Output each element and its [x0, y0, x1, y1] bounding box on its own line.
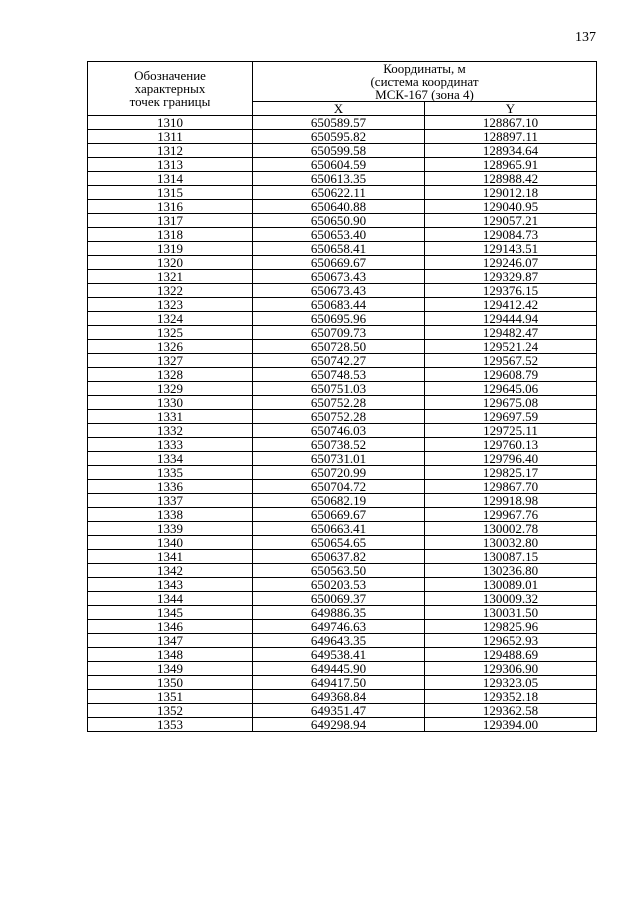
- cell-y: 129967.76: [425, 508, 597, 522]
- table-row: [88, 494, 597, 508]
- cell-y: 129825.17: [425, 466, 597, 480]
- table-row: [88, 326, 597, 340]
- cell-x: 650742.27: [253, 354, 425, 368]
- cell-y: 129796.40: [425, 452, 597, 466]
- table-row: [88, 424, 597, 438]
- header-x: X: [253, 102, 425, 116]
- cell-y: 129040.95: [425, 200, 597, 214]
- table-row: [88, 606, 597, 620]
- table-row: [88, 354, 597, 368]
- cell-x: 650669.67: [253, 256, 425, 270]
- cell-y: 128897.11: [425, 130, 597, 144]
- cell-y: 129057.21: [425, 214, 597, 228]
- cell-x: 650589.57: [253, 116, 425, 130]
- cell-x: 650563.50: [253, 564, 425, 578]
- cell-x: 650203.53: [253, 578, 425, 592]
- table-row: [88, 704, 597, 718]
- cell-point: 1315: [88, 186, 253, 200]
- cell-x: 650751.03: [253, 382, 425, 396]
- cell-y: 129412.42: [425, 298, 597, 312]
- page-number: 137: [575, 30, 596, 45]
- cell-point: 1353: [88, 718, 253, 732]
- cell-y: 129488.69: [425, 648, 597, 662]
- table-row: [88, 242, 597, 256]
- cell-point: 1345: [88, 606, 253, 620]
- table-row: [88, 620, 597, 634]
- cell-point: 1346: [88, 620, 253, 634]
- cell-point: 1341: [88, 550, 253, 564]
- cell-point: 1334: [88, 452, 253, 466]
- cell-point: 1326: [88, 340, 253, 354]
- cell-point: 1329: [88, 382, 253, 396]
- cell-x: 650738.52: [253, 438, 425, 452]
- cell-point: 1347: [88, 634, 253, 648]
- cell-point: 1316: [88, 200, 253, 214]
- table-row: [88, 284, 597, 298]
- table-row: [88, 536, 597, 550]
- cell-point: 1337: [88, 494, 253, 508]
- cell-x: 650604.59: [253, 158, 425, 172]
- cell-point: 1350: [88, 676, 253, 690]
- cell-y: 130087.15: [425, 550, 597, 564]
- table-row: [88, 116, 597, 130]
- cell-y: 129652.93: [425, 634, 597, 648]
- cell-point: 1342: [88, 564, 253, 578]
- table-body: [88, 116, 597, 732]
- table-row: [88, 480, 597, 494]
- cell-x: 650731.01: [253, 452, 425, 466]
- cell-y: 128965.91: [425, 158, 597, 172]
- cell-x: 650748.53: [253, 368, 425, 382]
- cell-x: 650658.41: [253, 242, 425, 256]
- cell-y: 129394.00: [425, 718, 597, 732]
- header-y: Y: [425, 102, 597, 116]
- cell-x: 649643.35: [253, 634, 425, 648]
- cell-x: 650599.58: [253, 144, 425, 158]
- table-row: [88, 214, 597, 228]
- cell-x: 650752.28: [253, 410, 425, 424]
- cell-y: 129323.05: [425, 676, 597, 690]
- cell-y: 129675.08: [425, 396, 597, 410]
- cell-point: 1321: [88, 270, 253, 284]
- table-header: [88, 62, 597, 116]
- cell-y: 129012.18: [425, 186, 597, 200]
- cell-y: 130002.78: [425, 522, 597, 536]
- cell-x: 650682.19: [253, 494, 425, 508]
- cell-point: 1324: [88, 312, 253, 326]
- table-row: [88, 228, 597, 242]
- cell-y: 128988.42: [425, 172, 597, 186]
- cell-x: 650704.72: [253, 480, 425, 494]
- coordinates-table: [87, 61, 597, 732]
- cell-x: 649746.63: [253, 620, 425, 634]
- table-row: [88, 564, 597, 578]
- table-row: [88, 382, 597, 396]
- cell-point: 1351: [88, 690, 253, 704]
- cell-y: 129306.90: [425, 662, 597, 676]
- cell-x: 650669.67: [253, 508, 425, 522]
- cell-x: 650613.35: [253, 172, 425, 186]
- table-row: [88, 648, 597, 662]
- cell-y: 129444.94: [425, 312, 597, 326]
- cell-x: 649368.84: [253, 690, 425, 704]
- cell-y: 129760.13: [425, 438, 597, 452]
- cell-y: 129645.06: [425, 382, 597, 396]
- cell-x: 650653.40: [253, 228, 425, 242]
- cell-point: 1343: [88, 578, 253, 592]
- table-row: [88, 550, 597, 564]
- table-row: [88, 508, 597, 522]
- cell-y: 129362.58: [425, 704, 597, 718]
- cell-y: 129567.52: [425, 354, 597, 368]
- table-row: [88, 130, 597, 144]
- table-row: [88, 592, 597, 606]
- header-coordinates: Координаты, м (система координат МСК-167 (зона 4): [253, 62, 597, 102]
- cell-y: 129918.98: [425, 494, 597, 508]
- cell-point: 1338: [88, 508, 253, 522]
- cell-y: 130032.80: [425, 536, 597, 550]
- cell-point: 1331: [88, 410, 253, 424]
- cell-point: 1348: [88, 648, 253, 662]
- cell-x: 649351.47: [253, 704, 425, 718]
- cell-point: 1344: [88, 592, 253, 606]
- table-row: [88, 718, 597, 732]
- cell-point: 1340: [88, 536, 253, 550]
- cell-x: 650728.50: [253, 340, 425, 354]
- table-row: [88, 340, 597, 354]
- cell-x: 650654.65: [253, 536, 425, 550]
- table-row: [88, 158, 597, 172]
- cell-y: 129246.07: [425, 256, 597, 270]
- cell-x: 650720.99: [253, 466, 425, 480]
- cell-x: 650069.37: [253, 592, 425, 606]
- cell-x: 650709.73: [253, 326, 425, 340]
- cell-x: 650752.28: [253, 396, 425, 410]
- cell-point: 1318: [88, 228, 253, 242]
- cell-point: 1336: [88, 480, 253, 494]
- cell-x: 649445.90: [253, 662, 425, 676]
- table-row: [88, 312, 597, 326]
- cell-point: 1325: [88, 326, 253, 340]
- cell-y: 129867.70: [425, 480, 597, 494]
- table-row: [88, 200, 597, 214]
- cell-point: 1320: [88, 256, 253, 270]
- table-row: [88, 368, 597, 382]
- cell-y: 128867.10: [425, 116, 597, 130]
- cell-y: 130236.80: [425, 564, 597, 578]
- cell-y: 129376.15: [425, 284, 597, 298]
- table-row: [88, 256, 597, 270]
- cell-x: 650640.88: [253, 200, 425, 214]
- cell-y: 130009.32: [425, 592, 597, 606]
- table-row: [88, 676, 597, 690]
- cell-y: 129521.24: [425, 340, 597, 354]
- cell-x: 649886.35: [253, 606, 425, 620]
- cell-point: 1317: [88, 214, 253, 228]
- header-point-designation: Обозначение характерных точек границы: [88, 62, 253, 116]
- cell-point: 1323: [88, 298, 253, 312]
- cell-y: 129825.96: [425, 620, 597, 634]
- cell-x: 650695.96: [253, 312, 425, 326]
- cell-x: 650673.43: [253, 270, 425, 284]
- cell-point: 1311: [88, 130, 253, 144]
- table-row: [88, 270, 597, 284]
- cell-point: 1333: [88, 438, 253, 452]
- table-row: [88, 172, 597, 186]
- table-row: [88, 410, 597, 424]
- cell-y: 130031.50: [425, 606, 597, 620]
- cell-x: 649538.41: [253, 648, 425, 662]
- cell-point: 1349: [88, 662, 253, 676]
- cell-point: 1322: [88, 284, 253, 298]
- cell-point: 1313: [88, 158, 253, 172]
- cell-point: 1352: [88, 704, 253, 718]
- cell-point: 1314: [88, 172, 253, 186]
- cell-x: 650622.11: [253, 186, 425, 200]
- cell-x: 650637.82: [253, 550, 425, 564]
- cell-point: 1312: [88, 144, 253, 158]
- table-row: [88, 298, 597, 312]
- table-row: [88, 578, 597, 592]
- cell-point: 1335: [88, 466, 253, 480]
- cell-x: 649417.50: [253, 676, 425, 690]
- cell-y: 129697.59: [425, 410, 597, 424]
- table-row: [88, 522, 597, 536]
- cell-y: 130089.01: [425, 578, 597, 592]
- cell-x: 649298.94: [253, 718, 425, 732]
- table-row: [88, 634, 597, 648]
- cell-y: 129084.73: [425, 228, 597, 242]
- table-row: [88, 186, 597, 200]
- cell-point: 1310: [88, 116, 253, 130]
- cell-point: 1327: [88, 354, 253, 368]
- cell-y: 129143.51: [425, 242, 597, 256]
- cell-point: 1332: [88, 424, 253, 438]
- table-row: [88, 438, 597, 452]
- cell-x: 650650.90: [253, 214, 425, 228]
- cell-point: 1328: [88, 368, 253, 382]
- cell-y: 128934.64: [425, 144, 597, 158]
- cell-y: 129352.18: [425, 690, 597, 704]
- table-row: [88, 144, 597, 158]
- cell-point: 1330: [88, 396, 253, 410]
- cell-y: 129725.11: [425, 424, 597, 438]
- cell-x: 650673.43: [253, 284, 425, 298]
- cell-x: 650595.82: [253, 130, 425, 144]
- cell-point: 1339: [88, 522, 253, 536]
- cell-x: 650683.44: [253, 298, 425, 312]
- cell-y: 129608.79: [425, 368, 597, 382]
- table-row: [88, 396, 597, 410]
- table-row: [88, 690, 597, 704]
- cell-y: 129329.87: [425, 270, 597, 284]
- table-row: [88, 466, 597, 480]
- cell-y: 129482.47: [425, 326, 597, 340]
- table-row: [88, 452, 597, 466]
- cell-x: 650663.41: [253, 522, 425, 536]
- cell-x: 650746.03: [253, 424, 425, 438]
- cell-point: 1319: [88, 242, 253, 256]
- table-row: [88, 662, 597, 676]
